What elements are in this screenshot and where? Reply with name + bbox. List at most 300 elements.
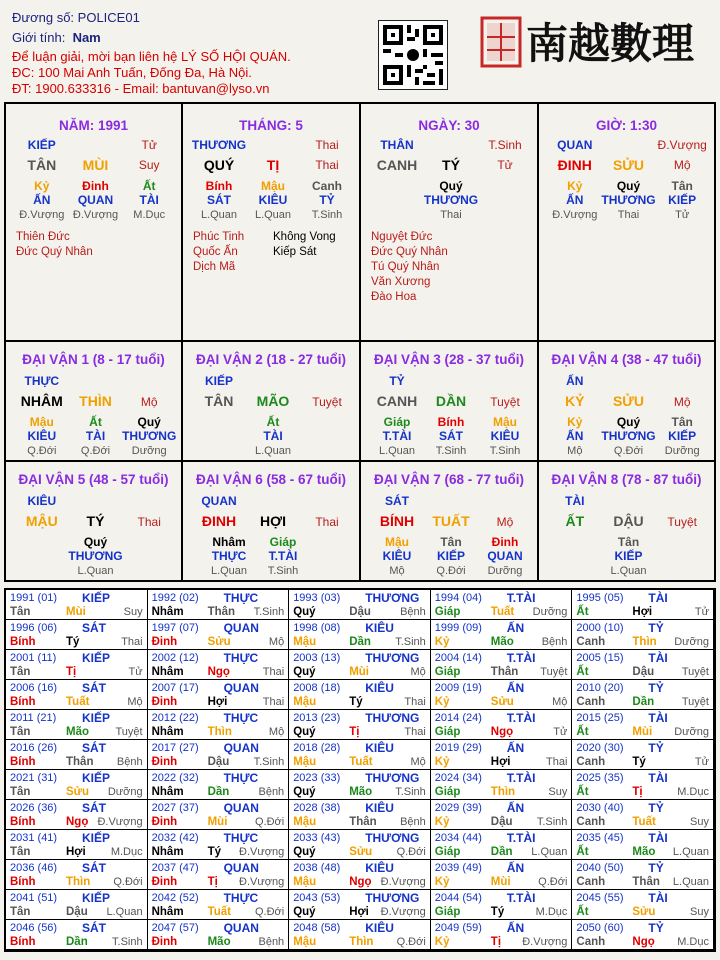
year-stage: Q.Đới	[254, 906, 285, 918]
hidden-god: QUAN	[487, 549, 523, 563]
year-label: 2045 (55)	[576, 892, 624, 904]
star-item: Thiên Đức	[16, 231, 70, 243]
hidden-god: KIÊU	[27, 429, 57, 443]
year-stage: Bệnh	[116, 756, 143, 768]
year-cell	[572, 680, 714, 710]
year-stage: Đ.Vượng	[380, 906, 426, 918]
dai-van-god: TÀI	[565, 494, 585, 508]
year-branch: Ngọ	[207, 666, 230, 678]
year-god: TÀI	[648, 591, 668, 605]
year-stem: Nhâm	[151, 606, 184, 618]
year-stage: Thai	[262, 696, 285, 708]
owner-value: POLICE01	[77, 10, 140, 25]
year-label: 2050 (60)	[576, 922, 624, 934]
star-item: Phúc Tinh	[193, 231, 245, 243]
year-stem: Tân	[10, 846, 31, 858]
star-item: Đức Quý Nhân	[16, 246, 93, 258]
year-stem: Mậu	[293, 756, 317, 768]
dai-van-title: ĐẠI VẬN 6 (58 - 67 tuổi)	[195, 472, 347, 487]
year-label: 2041 (51)	[10, 892, 58, 904]
year-stem: Tân	[10, 906, 31, 918]
year-god: THƯƠNG	[365, 651, 420, 665]
hidden-stage: L.Quan	[77, 565, 114, 577]
year-stem: Giáp	[434, 846, 461, 858]
year-stem: Ất	[576, 786, 589, 798]
year-label: 2048 (58)	[293, 922, 341, 934]
year-stem: Nhâm	[151, 786, 184, 798]
year-god: THƯƠNG	[365, 711, 420, 725]
year-label: 2043 (53)	[293, 892, 341, 904]
hidden-stem: Tân	[671, 415, 693, 429]
year-branch: Sửu	[349, 846, 373, 858]
year-label: 1994 (04)	[434, 592, 482, 604]
year-stage: Tử	[694, 756, 709, 768]
hidden-god: THƯƠNG	[122, 429, 177, 443]
year-branch: Tị	[66, 666, 77, 678]
year-stem: Bính	[10, 636, 36, 648]
year-cell	[289, 740, 431, 770]
dai-van-box	[359, 460, 539, 582]
year-cell	[6, 830, 148, 860]
hidden-stage: L.Quan	[200, 209, 238, 221]
year-label: 1993 (03)	[293, 592, 341, 604]
year-stem: Kỷ	[434, 696, 450, 708]
year-label: 2012 (22)	[151, 712, 199, 724]
year-god: KIẾP	[82, 891, 111, 905]
year-stem: Đinh	[151, 696, 178, 708]
pillar-box	[4, 102, 183, 342]
year-god: KIẾP	[82, 651, 111, 665]
hidden-god: KIÊU	[258, 193, 288, 207]
hidden-stem: Kỷ	[567, 415, 583, 429]
star-item: Quốc Ấn	[193, 246, 238, 258]
year-stage: Dưỡng	[532, 606, 568, 618]
hidden-god: THỰC	[211, 549, 247, 563]
year-stage: Tử	[128, 666, 143, 678]
year-stem: Ất	[576, 846, 589, 858]
earthly-branch: MÙI	[82, 157, 109, 173]
year-stage: Mộ	[268, 726, 285, 738]
year-label: 2028 (38)	[293, 802, 341, 814]
year-branch: Ngọ	[632, 936, 655, 948]
year-god: TÀI	[648, 831, 668, 845]
year-god: ẤN	[506, 621, 525, 635]
gender-value: Nam	[72, 30, 101, 45]
hidden-god: THƯƠNG	[423, 193, 479, 207]
dai-van-god: QUAN	[201, 494, 237, 508]
year-branch: Thân	[207, 606, 236, 618]
year-god: THƯƠNG	[365, 771, 420, 785]
year-stage: L.Quan	[672, 846, 709, 858]
year-god: SÁT	[82, 921, 106, 935]
year-branch: Tý	[490, 906, 505, 918]
year-branch: Thân	[66, 756, 94, 768]
qr-code-icon	[378, 20, 448, 90]
year-god: THƯƠNG	[365, 891, 420, 905]
year-cell	[289, 620, 431, 650]
hidden-stage: L.Quan	[210, 565, 248, 577]
year-branch: Dần	[490, 846, 513, 858]
star-item: Nguyệt Đức	[371, 231, 433, 243]
year-stage: T.Sinh	[395, 636, 426, 648]
year-branch: Tý	[66, 636, 80, 648]
pillar-box	[359, 102, 539, 342]
earthly-branch: HỢI	[260, 513, 286, 529]
hidden-stage: Đ.Vượng	[552, 209, 598, 221]
year-stem: Canh	[576, 876, 606, 888]
earthly-branch: THÌN	[79, 393, 112, 409]
pillar-title: GIỜ: 1:30	[595, 118, 658, 133]
heavenly-stem: TÂN	[204, 393, 234, 409]
year-god: KIẾP	[82, 711, 111, 725]
year-stage: Suy	[690, 906, 709, 918]
pillar-box	[181, 102, 361, 342]
year-stem: Canh	[576, 936, 606, 948]
hidden-stage: Mộ	[389, 565, 405, 577]
year-branch: Thìn	[490, 786, 516, 798]
hidden-stem: Tân	[617, 535, 640, 549]
year-label: 2004 (14)	[434, 652, 482, 664]
year-cell	[572, 860, 714, 890]
year-stem: Quý	[293, 606, 316, 618]
earthly-branch: DẦN	[435, 393, 467, 409]
year-stage: Suy	[690, 816, 709, 828]
year-label: 2009 (19)	[434, 682, 482, 694]
year-god: SÁT	[82, 741, 106, 755]
year-stem: Tân	[10, 666, 31, 678]
branch-stage: Thai	[315, 158, 339, 172]
hidden-stage: Q.Đới	[436, 565, 466, 577]
year-cell	[431, 860, 573, 890]
header	[0, 0, 720, 100]
owner-label: Đương số:	[12, 10, 75, 25]
annual-luck-grid	[4, 588, 716, 952]
year-label: 2046 (56)	[10, 922, 58, 934]
year-cell	[148, 890, 290, 920]
heavenly-stem: MẬU	[25, 513, 58, 529]
year-stage: Bệnh	[400, 606, 426, 618]
year-stem: Giáp	[434, 666, 461, 678]
year-cell	[431, 590, 573, 620]
year-stem: Mậu	[293, 816, 317, 828]
hidden-stem: Quý	[83, 535, 108, 549]
hidden-stem: Kỷ	[34, 179, 50, 193]
hidden-stem: Nhâm	[212, 535, 246, 549]
dai-van-box	[4, 460, 183, 582]
year-god: THỰC	[223, 891, 259, 905]
dai-van-title: ĐẠI VẬN 5 (48 - 57 tuổi)	[18, 472, 169, 487]
year-god: TỶ	[648, 741, 664, 755]
year-stage: Đ.Vượng	[97, 816, 143, 828]
year-god: KIẾP	[82, 591, 111, 605]
year-label: 2027 (37)	[151, 802, 199, 814]
year-cell	[148, 830, 290, 860]
hidden-stage: Q.Đới	[27, 445, 57, 457]
year-stage: Bệnh	[258, 786, 285, 798]
hidden-stage: T.Sinh	[435, 445, 467, 457]
dai-van-title: ĐẠI VẬN 7 (68 - 77 tuổi)	[373, 472, 525, 487]
year-cell	[6, 800, 148, 830]
year-stem: Nhâm	[151, 666, 184, 678]
star-item: Văn Xương	[371, 276, 431, 288]
year-cell	[572, 710, 714, 740]
hidden-stage: T.Sinh	[267, 565, 299, 577]
year-stage: Bệnh	[541, 636, 568, 648]
year-cell	[6, 920, 148, 950]
year-stem: Quý	[293, 786, 316, 798]
hidden-god: KIÊU	[490, 429, 520, 443]
year-cell	[6, 620, 148, 650]
year-branch: Mão	[632, 846, 656, 858]
branch-stage: Mộ	[496, 515, 514, 529]
year-cell	[289, 800, 431, 830]
year-stage: Đ.Vượng	[380, 876, 426, 888]
year-cell	[289, 770, 431, 800]
year-stage: Thai	[121, 636, 143, 648]
year-cell	[148, 740, 290, 770]
year-stage: Thai	[545, 756, 568, 768]
hidden-god: KIẾP	[614, 549, 643, 563]
earthly-branch: DẬU	[613, 513, 644, 529]
star-item: Tú Quý Nhân	[371, 261, 440, 273]
year-god: KIÊU	[365, 801, 394, 815]
year-cell	[289, 920, 431, 950]
heavenly-stem: ĐINH	[557, 157, 592, 173]
year-cell	[572, 620, 714, 650]
year-label: 1992 (02)	[151, 592, 199, 604]
year-god: TỶ	[648, 681, 664, 695]
year-branch: Tị	[632, 786, 643, 798]
year-stage: Thai	[404, 726, 426, 738]
dai-van-box	[4, 340, 183, 462]
year-stem: Mậu	[293, 936, 317, 948]
year-branch: Ngọ	[349, 876, 372, 888]
year-stage: Q.Đới	[254, 816, 285, 828]
year-stage: Q.Đới	[538, 876, 568, 888]
year-branch: Tuất	[207, 906, 232, 918]
year-label: 1996 (06)	[10, 622, 58, 634]
year-god: SÁT	[82, 621, 106, 635]
year-god: THƯƠNG	[365, 591, 420, 605]
year-label: 2002 (12)	[151, 652, 199, 664]
year-label: 2044 (54)	[434, 892, 482, 904]
year-god: TỶ	[648, 621, 664, 635]
year-stem: Giáp	[434, 906, 461, 918]
year-cell	[572, 890, 714, 920]
year-branch: Hợi	[632, 606, 653, 618]
year-branch: Mão	[207, 936, 231, 948]
year-branch: Mão	[349, 786, 373, 798]
year-stage: Đ.Vượng	[522, 936, 568, 948]
year-label: 2017 (27)	[151, 742, 199, 754]
year-stem: Kỷ	[434, 816, 450, 828]
year-branch: Tý	[632, 756, 646, 768]
hidden-stem: Giáp	[383, 415, 411, 429]
year-stage: M.Dục	[677, 786, 709, 798]
year-stage: Mộ	[127, 696, 143, 708]
year-label: 2042 (52)	[151, 892, 199, 904]
year-stage: Bệnh	[400, 816, 426, 828]
pillar-title: NĂM: 1991	[58, 118, 129, 133]
hidden-god: T.TÀI	[268, 549, 298, 563]
year-branch: Sửu	[490, 696, 514, 708]
year-god: SÁT	[82, 861, 106, 875]
earthly-branch: TÝ	[442, 157, 460, 173]
hidden-god: THƯƠNG	[601, 193, 656, 207]
year-branch: Dần	[207, 786, 230, 798]
year-cell	[431, 740, 573, 770]
hidden-god: T.TÀI	[382, 429, 412, 443]
dai-van-title: ĐẠI VẬN 1 (8 - 17 tuổi)	[22, 352, 165, 367]
hidden-stage: Thai	[617, 209, 640, 221]
year-cell	[6, 590, 148, 620]
year-branch: Mão	[490, 636, 514, 648]
year-stage: Suy	[123, 606, 143, 618]
year-stage: Dưỡng	[674, 726, 709, 738]
year-label: 2008 (18)	[293, 682, 341, 694]
dai-van-title: ĐẠI VẬN 8 (78 - 87 tuổi)	[551, 472, 702, 487]
branch-stage: Tử	[497, 158, 513, 172]
year-branch: Thân	[349, 816, 377, 828]
hidden-stage: Dưỡng	[131, 445, 167, 457]
year-branch: Dậu	[490, 816, 513, 828]
dai-van-god: TỶ	[389, 374, 405, 388]
hidden-stage: Đ.Vượng	[19, 209, 65, 221]
year-god: TỶ	[648, 801, 664, 815]
hidden-stage: L.Quan	[610, 565, 647, 577]
heavenly-stem: CANH	[376, 157, 418, 173]
year-label: 2049 (59)	[434, 922, 482, 934]
branch-stage: Thai	[137, 515, 161, 529]
year-stage: Dưỡng	[674, 636, 709, 648]
year-label: 2020 (30)	[576, 742, 624, 754]
year-cell	[148, 590, 290, 620]
year-stage: Q.Đới	[396, 846, 426, 858]
svg-text:南越數理: 南越數理	[526, 19, 695, 68]
year-cell	[572, 770, 714, 800]
pillar-title: THÁNG: 5	[239, 118, 303, 133]
year-label: 2036 (46)	[10, 862, 58, 874]
year-stage: Thai	[404, 696, 426, 708]
dai-van-god: ẤN	[566, 374, 584, 388]
hidden-god: THƯƠNG	[601, 429, 656, 443]
year-cell	[431, 800, 573, 830]
year-god: KIÊU	[365, 741, 394, 755]
year-cell	[6, 680, 148, 710]
hidden-god: QUAN	[77, 193, 114, 207]
year-stem: Quý	[293, 846, 316, 858]
year-cell	[572, 920, 714, 950]
year-branch: Dần	[66, 936, 88, 948]
hidden-stage: Thai	[440, 209, 462, 221]
pillar-title: NGÀY: 30	[418, 118, 480, 133]
year-god: TÀI	[648, 651, 668, 665]
gender-label: Giới tính:	[12, 30, 66, 45]
dai-van-title: ĐẠI VẬN 3 (28 - 37 tuổi)	[373, 352, 525, 367]
hidden-stem: Tân	[440, 535, 462, 549]
year-label: 2006 (16)	[10, 682, 58, 694]
dai-van-box	[181, 460, 361, 582]
year-stage: T.Sinh	[536, 816, 568, 828]
year-label: 1998 (08)	[293, 622, 341, 634]
dai-van-box	[537, 340, 716, 462]
year-cell	[148, 860, 290, 890]
hidden-stem: Ất	[266, 415, 280, 429]
year-stem: Nhâm	[151, 906, 184, 918]
year-cell	[6, 740, 148, 770]
hidden-god: ẤN	[33, 193, 51, 207]
branch-stage: Mộ	[140, 395, 158, 409]
hidden-stage: Mộ	[567, 445, 583, 457]
year-branch: Thìn	[66, 876, 91, 888]
hidden-god: TÀI	[263, 429, 283, 443]
year-cell	[572, 590, 714, 620]
hidden-god: TÀI	[85, 429, 106, 443]
year-stage: T.Sinh	[112, 936, 143, 948]
year-stem: Đinh	[151, 756, 178, 768]
year-branch: Thân	[632, 876, 660, 888]
year-stem: Kỷ	[434, 936, 450, 948]
year-stem: Quý	[293, 906, 316, 918]
year-branch: Hợi	[66, 846, 86, 858]
heavenly-stem: TÂN	[27, 157, 57, 173]
year-god: T.TÀI	[506, 711, 536, 725]
year-label: 2022 (32)	[151, 772, 199, 784]
pillar-box	[537, 102, 716, 342]
year-stem: Đinh	[151, 816, 178, 828]
year-god: ẤN	[506, 801, 525, 815]
year-branch: Thìn	[349, 936, 374, 948]
year-god: ẤN	[506, 921, 525, 935]
heavenly-stem: BÍNH	[379, 513, 415, 529]
heavenly-stem: ẤT	[565, 513, 585, 529]
year-stem: Kỷ	[434, 756, 450, 768]
year-cell	[148, 650, 290, 680]
year-god: QUAN	[223, 861, 259, 875]
year-label: 2026 (36)	[10, 802, 58, 814]
year-branch: Tuất	[66, 696, 90, 708]
year-god: THỰC	[223, 591, 259, 605]
year-stem: Bính	[10, 816, 36, 828]
year-god: THƯƠNG	[365, 831, 420, 845]
year-branch: Mùi	[66, 606, 86, 618]
year-label: 2034 (44)	[434, 832, 482, 844]
year-stage: Mộ	[410, 666, 426, 678]
year-stage: Tuyệt	[115, 726, 143, 738]
year-god: T.TÀI	[506, 771, 536, 785]
gender-line	[12, 30, 101, 45]
year-stage: Suy	[548, 786, 568, 798]
top-god: KIẾP	[27, 138, 56, 152]
address-line: ĐC: 100 Mai Anh Tuấn, Đống Đa, Hà Nội.	[12, 65, 252, 80]
year-stem: Bính	[10, 756, 36, 768]
heavenly-stem: NHÂM	[20, 393, 63, 409]
hidden-stem: Mậu	[261, 179, 285, 193]
year-stem: Giáp	[434, 786, 461, 798]
year-stem: Tân	[10, 606, 31, 618]
year-stage: Q.Đới	[396, 936, 426, 948]
year-stage: T.Sinh	[253, 756, 285, 768]
year-branch: Tuất	[349, 756, 373, 768]
year-branch: Thân	[490, 666, 519, 678]
year-cell	[6, 710, 148, 740]
year-stem: Quý	[293, 726, 316, 738]
year-stem: Canh	[576, 756, 606, 768]
star-item: Đức Quý Nhân	[371, 246, 448, 258]
year-stage: Tử	[553, 726, 568, 738]
year-stage: Tử	[694, 606, 709, 618]
hidden-stem: Canh	[312, 179, 342, 193]
